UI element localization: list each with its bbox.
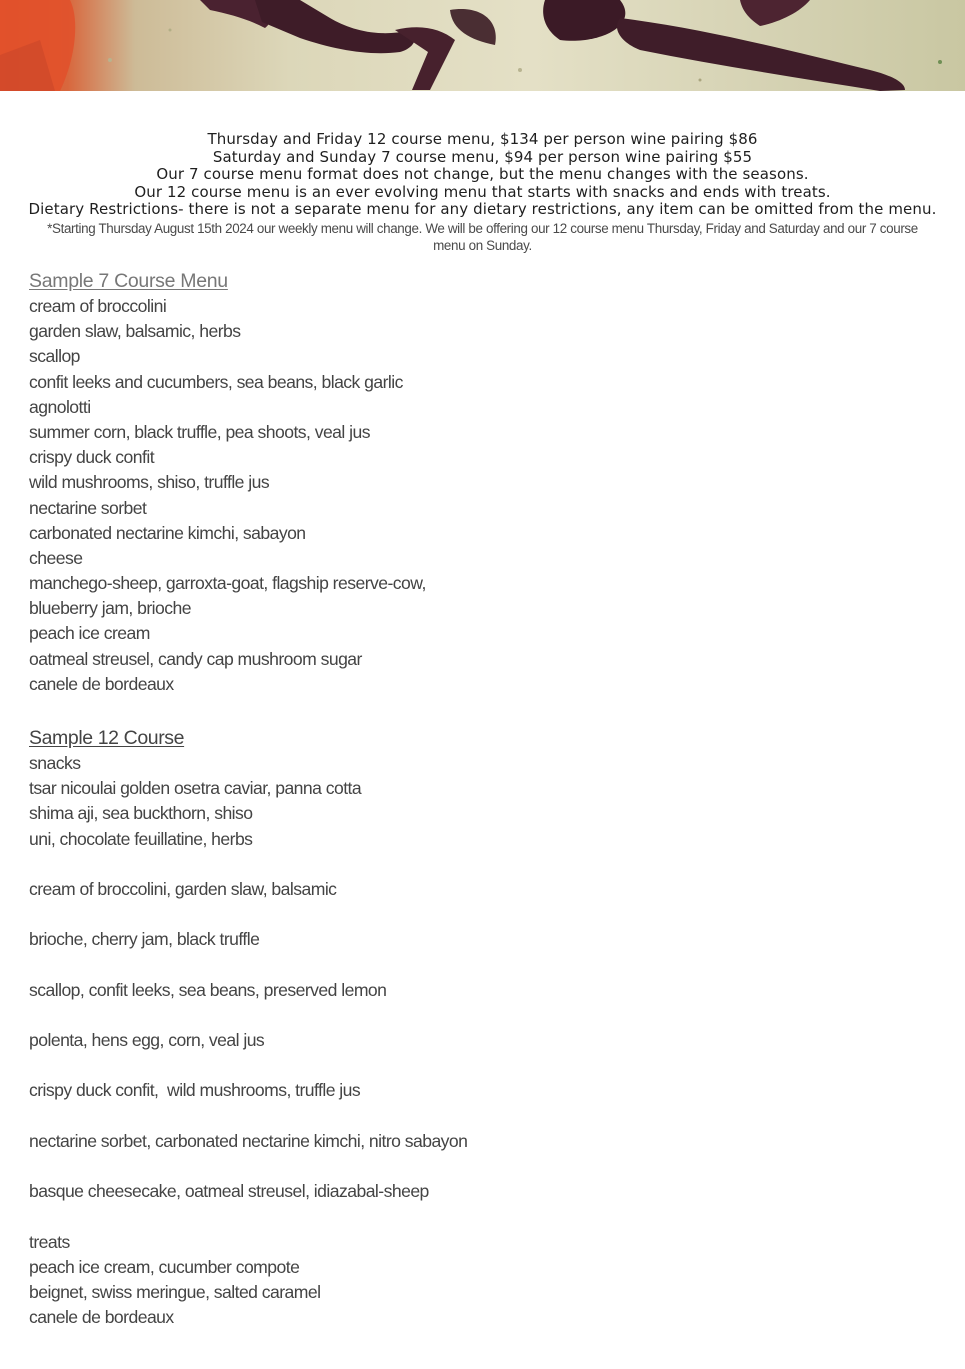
info-weekday-pricing: Thursday and Friday 12 course menu, $134 per person wine pairing $86 (207, 130, 758, 148)
menu-item: basque cheesecake, oatmeal streusel, idiazabal-sheep (29, 1181, 429, 1202)
sample-12-course-heading: Sample 12 Course (29, 727, 185, 749)
info-dietary-restrictions: Dietary Restrictions- there is not a separate menu for any dietary restrictions, any item can be omitted from the menu. (28, 200, 937, 219)
info-schedule-note: *Starting Thursday August 15th 2024 our weekly menu will change. We will be offering our 12 course menu Thursday, Friday and Saturday and our 7 course menu on Sunday. (47, 220, 918, 253)
spacer (29, 1003, 929, 1028)
sample-7-course-heading: Sample 7 Course Menu (29, 270, 228, 292)
sample-menus (29, 268, 929, 1330)
spacer (29, 1204, 929, 1229)
menu-pricing-info (0, 131, 965, 254)
menu-item: crispy duck confit (29, 447, 155, 468)
menu-item: nectarine sorbet (29, 497, 147, 518)
menu-item: blueberry jam, brioche (29, 598, 191, 619)
menu-item: manchego-sheep, garroxta-goat, flagship reserve-cow, (29, 573, 426, 594)
info-7-course-format: Our 7 course menu format does not change, but the menu changes with the seasons. (156, 165, 809, 184)
sample-7-course-list (29, 294, 929, 697)
sample-12-course-list (29, 751, 929, 1330)
spacer (29, 1104, 929, 1129)
menu-item: summer corn, black truffle, pea shoots, veal jus (29, 421, 370, 442)
menu-item: peach ice cream (29, 623, 150, 644)
menu-item: wild mushrooms, shiso, truffle jus (29, 472, 270, 493)
menu-item: scallop (29, 346, 80, 367)
menu-item: oatmeal streusel, candy cap mushroom sugar (29, 648, 362, 669)
menu-item: cream of broccolini (29, 296, 167, 316)
menu-item: tsar nicoulai golden osetra caviar, panna cotta (29, 778, 362, 799)
menu-item: carbonated nectarine kimchi, sabayon (29, 522, 306, 543)
menu-item: crispy duck confit, wild mushrooms, truffle jus (29, 1080, 361, 1101)
menu-item: polenta, hens egg, corn, veal jus (29, 1030, 265, 1051)
spacer (29, 1154, 929, 1179)
menu-item: agnolotti (29, 396, 91, 417)
info-weekend-pricing: Saturday and Sunday 7 course menu, $94 per person wine pairing $55 (212, 147, 753, 166)
menu-item: garden slaw, balsamic, herbs (29, 321, 241, 342)
menu-item: brioche, cherry jam, black truffle (29, 929, 260, 950)
menu-item: shima aji, sea buckthorn, shiso (29, 803, 253, 824)
menu-item: confit leeks and cucumbers, sea beans, black garlic (29, 371, 403, 392)
menu-item: cheese (29, 547, 83, 568)
spacer (29, 902, 929, 927)
menu-item: scallop, confit leeks, sea beans, preserved lemon (29, 979, 387, 1000)
menu-item: canele de bordeaux (29, 1307, 174, 1328)
spacer (29, 953, 929, 978)
hero-banner-image (0, 0, 965, 91)
info-12-course-format: Our 12 course menu is an ever evolving menu that starts with snacks and ends with treats. (134, 182, 831, 201)
menu-item: cream of broccolini, garden slaw, balsamic (29, 878, 337, 899)
hero-food-photo (0, 0, 965, 91)
menu-item: beignet, swiss meringue, salted caramel (29, 1281, 321, 1302)
menu-item: uni, chocolate feuillatine, herbs (29, 828, 253, 849)
menu-item: canele de bordeaux (29, 673, 174, 694)
menu-section-snacks: snacks (29, 753, 81, 773)
menu-section-treats: treats (29, 1231, 70, 1252)
menu-item: nectarine sorbet, carbonated nectarine kimchi, nitro sabayon (29, 1130, 468, 1151)
spacer (29, 697, 929, 725)
spacer (29, 852, 929, 877)
menu-item: peach ice cream, cucumber compote (29, 1256, 300, 1277)
spacer (29, 1053, 929, 1078)
